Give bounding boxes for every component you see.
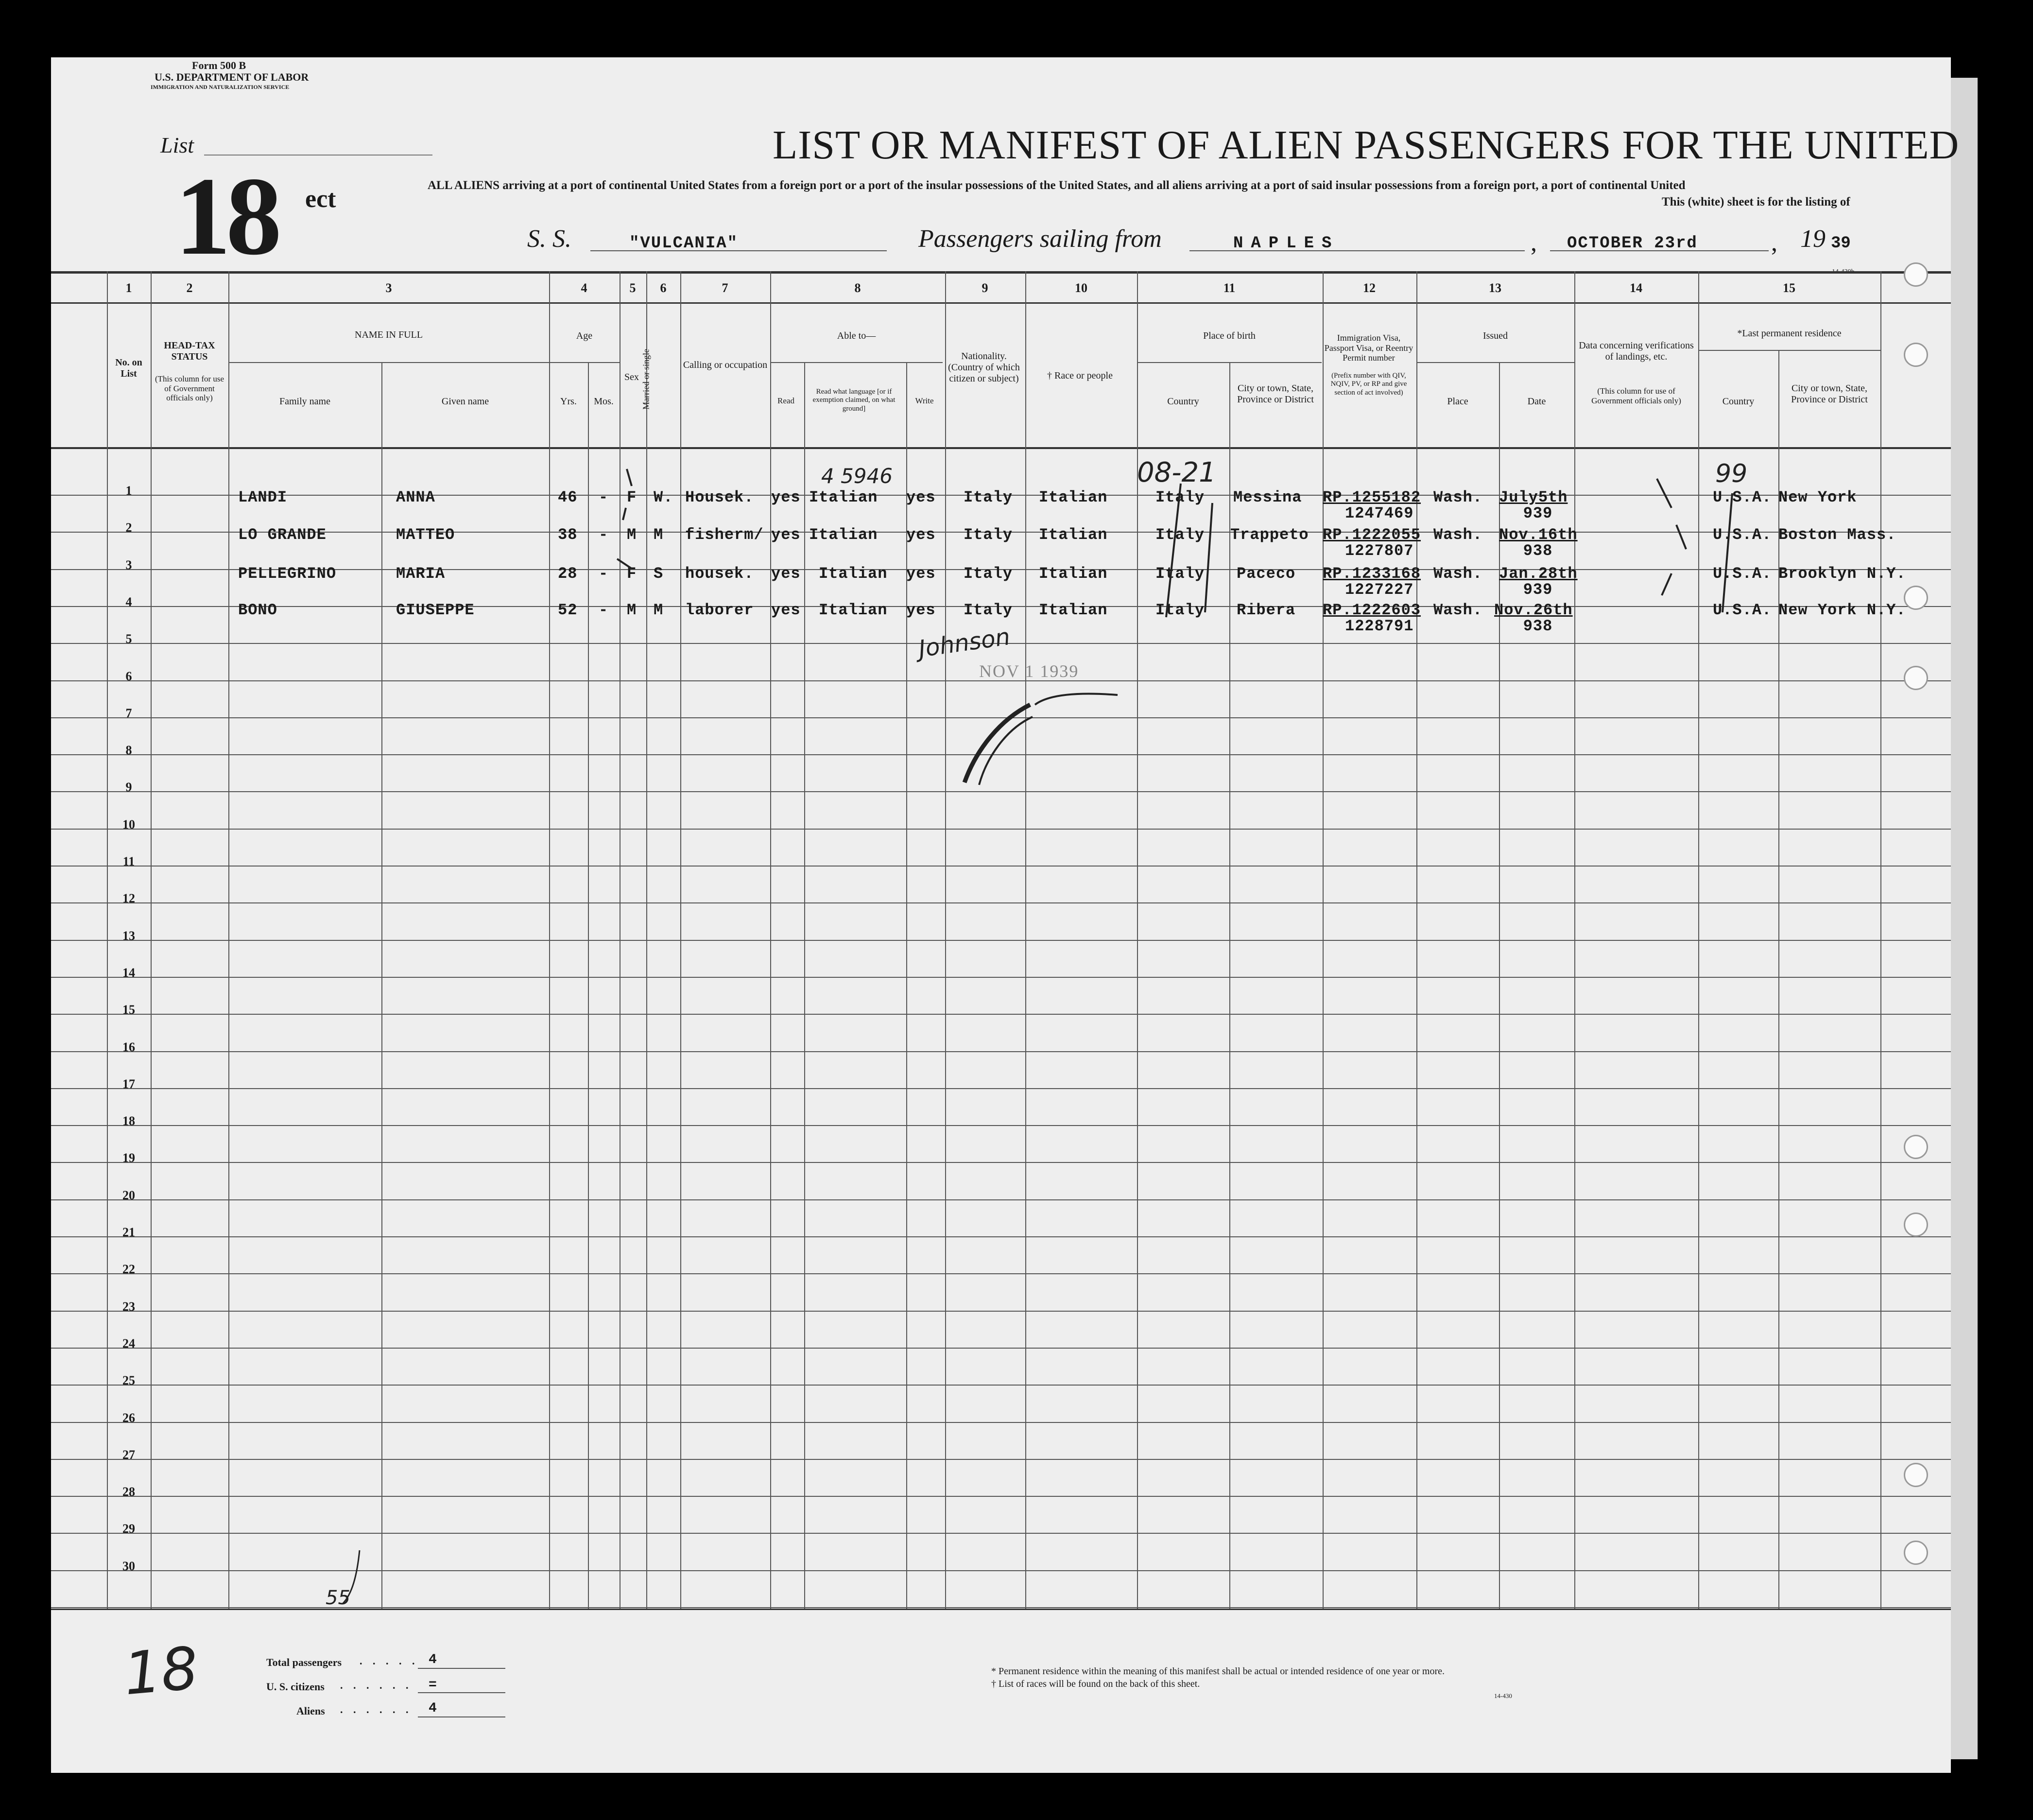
- age-months: -: [599, 565, 609, 583]
- sex: F: [627, 488, 637, 506]
- comma-1: ,: [1531, 229, 1537, 257]
- column-number: 2: [186, 281, 193, 295]
- manifest-title: LIST OR MANIFEST OF ALIEN PASSENGERS FOR THE UNITED: [773, 122, 1960, 168]
- age-months: -: [599, 526, 609, 544]
- race: Italian: [1039, 526, 1108, 544]
- issue-place: Wash.: [1433, 488, 1483, 506]
- sex: M: [627, 601, 637, 619]
- us-citizens-value: =: [429, 1678, 438, 1693]
- header-write: Write: [915, 396, 934, 405]
- can-write: yes: [906, 488, 936, 506]
- sex: M: [627, 526, 637, 544]
- column-number: 10: [1075, 281, 1087, 295]
- list-stamp: 18: [175, 154, 277, 278]
- header-visa: Immigration Visa, Passport Visa, or Reentry Permit number: [1324, 333, 1413, 363]
- marital-status: W.: [654, 488, 673, 506]
- header-given-name: Given name: [441, 396, 489, 407]
- header-res-country: Country: [1722, 396, 1755, 407]
- department: U.S. DEPARTMENT OF LABOR: [155, 71, 309, 83]
- binder-hole: [1904, 666, 1928, 690]
- birth-city: Messina: [1233, 488, 1302, 506]
- header-visa-note: (Prefix number with QIV, NQIV, PV, or RP and give section of act involved): [1330, 372, 1407, 397]
- line-number: 7: [125, 706, 132, 720]
- binder-hole: [1904, 1135, 1928, 1159]
- tick-mark: [627, 469, 632, 486]
- tick-mark: [623, 508, 626, 520]
- line-number: 26: [122, 1411, 135, 1425]
- binder-hole: [1904, 1213, 1928, 1237]
- line-number: 28: [122, 1485, 135, 1499]
- header-able-to: Able to—: [837, 330, 876, 341]
- total-passengers-label: Total passengers: [266, 1656, 342, 1668]
- header-issued-date: Date: [1527, 396, 1546, 407]
- manifest-subtitle: ALL ALIENS arriving at a port of continental United States from a foreign port or a port of the insular possessions of the United States, and all aliens arriving at a port of said insular possessions from a foreign port, a port of continental United: [428, 179, 1686, 192]
- line-number: 6: [125, 669, 132, 683]
- header-family-name: Family name: [279, 396, 330, 407]
- marital-status: M: [654, 601, 664, 619]
- visa-number: RP.1255182: [1323, 488, 1421, 506]
- race: Italian: [1039, 565, 1108, 583]
- family-name: PELLEGRINO: [238, 565, 337, 583]
- visa-number: RP.1222055: [1323, 526, 1421, 544]
- total-passengers-line: [418, 1668, 505, 1669]
- line-number: 4: [125, 595, 132, 609]
- visa-number: RP.1233168: [1323, 565, 1421, 583]
- line-number: 17: [122, 1077, 135, 1091]
- manifest-subtitle-2: This (white) sheet is for the listing of: [1662, 195, 1850, 208]
- list-stamp-suffix: ect: [305, 185, 336, 213]
- check-line: [1205, 503, 1212, 612]
- marital-status: M: [654, 526, 664, 544]
- visa-number-2: 1228791: [1345, 617, 1414, 635]
- occupation: fisherm/: [685, 526, 764, 544]
- year-prefix: 19: [1800, 225, 1826, 253]
- line-number: 13: [122, 929, 135, 943]
- header-calling: Calling or occupation: [683, 360, 768, 370]
- line-number: 19: [122, 1151, 135, 1165]
- column-number: 15: [1783, 281, 1795, 295]
- line-number: 16: [122, 1040, 135, 1054]
- header-data-landings: Data concerning verifications of landings, etc.: [1579, 340, 1694, 362]
- aliens-value: 4: [429, 1701, 438, 1716]
- line-number: 23: [122, 1300, 135, 1314]
- line-number: 2: [125, 520, 132, 535]
- issue-date-2: 938: [1523, 542, 1553, 560]
- total-passengers-value: 4: [429, 1652, 438, 1667]
- verify-mark: [1662, 573, 1671, 595]
- line-number: 10: [122, 817, 135, 832]
- footnote-races: † List of races will be found on the back of this sheet.: [991, 1679, 1200, 1689]
- sailing-label: Passengers sailing from: [918, 225, 1162, 253]
- line-number: 5: [125, 632, 132, 646]
- ship-name: "VULCANIA": [629, 234, 739, 253]
- header-issued: Issued: [1482, 330, 1508, 341]
- port-name: NAPLES: [1233, 234, 1340, 253]
- ss-label: S. S.: [527, 225, 571, 253]
- language: Italian: [819, 601, 888, 619]
- form-code: 14-430: [1494, 1692, 1512, 1699]
- header-mos: Mos.: [594, 396, 614, 407]
- header-head-tax: HEAD-TAX STATUS: [164, 340, 215, 362]
- can-read: yes: [771, 565, 801, 583]
- given-name: MATTEO: [396, 526, 455, 544]
- header-data-note: (This column for use of Government officials only): [1591, 386, 1681, 405]
- binder-hole: [1904, 343, 1928, 367]
- can-write: yes: [906, 565, 936, 583]
- line-number: 24: [122, 1336, 135, 1351]
- check-line: [1723, 493, 1732, 612]
- race: Italian: [1039, 601, 1108, 619]
- marital-status: S: [654, 565, 664, 583]
- issue-date: Nov.26th: [1494, 601, 1573, 619]
- column-number: 7: [722, 281, 728, 295]
- occupation: laborer: [685, 601, 754, 619]
- line-number: 14: [122, 966, 135, 980]
- birth-country: Italy: [1155, 488, 1205, 506]
- header-birth-city: City or town, State, Province or District: [1237, 383, 1314, 405]
- issue-place: Wash.: [1433, 601, 1483, 619]
- header-res-city: City or town, State, Province or District: [1791, 383, 1868, 405]
- header-read-what: Read what language [or if exemption claimed, on what ground]: [812, 388, 896, 413]
- header-place-of-birth: Place of birth: [1203, 330, 1256, 341]
- nationality: Italy: [964, 565, 1013, 583]
- line-number: 8: [125, 743, 132, 757]
- occupation: Housek.: [685, 488, 754, 506]
- binder-hole: [1904, 586, 1928, 610]
- line-number: 22: [122, 1262, 135, 1276]
- header-nationality: Nationality. (Country of which citizen or subject): [948, 351, 1020, 384]
- line-number: 30: [122, 1559, 135, 1573]
- handwritten-res-code: 99: [1715, 459, 1748, 488]
- given-name: GIUSEPPE: [396, 601, 475, 619]
- comma-2: ,: [1771, 229, 1777, 257]
- birth-country: Italy: [1155, 526, 1205, 544]
- issue-date: July5th: [1499, 488, 1568, 506]
- residence-country: U.S.A.: [1713, 526, 1772, 544]
- column-number: 14: [1630, 281, 1642, 295]
- race: Italian: [1039, 488, 1108, 506]
- birth-city: Paceco: [1237, 565, 1296, 583]
- column-number: 11: [1223, 281, 1236, 295]
- nationality: Italy: [964, 488, 1013, 506]
- total-dots-2: . . . . . .: [340, 1679, 413, 1691]
- given-name: MARIA: [396, 565, 446, 583]
- line-number: 20: [122, 1188, 135, 1202]
- aliens-label: Aliens: [296, 1705, 325, 1717]
- residence-city: Brooklyn N.Y.: [1778, 565, 1906, 583]
- visa-number-2: 1227227: [1345, 581, 1414, 599]
- age-months: -: [599, 488, 609, 506]
- binder-hole: [1904, 262, 1928, 287]
- given-name: ANNA: [396, 488, 435, 506]
- verify-mark: [1676, 525, 1686, 549]
- visa-number-2: 1247469: [1345, 504, 1414, 522]
- header-yrs: Yrs.: [560, 396, 577, 407]
- form-number: Form 500 B: [192, 59, 246, 71]
- residence-country: U.S.A.: [1713, 601, 1772, 619]
- list-label: List: [160, 133, 194, 157]
- line-number: 3: [125, 558, 132, 572]
- family-name: LO GRANDE: [238, 526, 327, 544]
- header-name-in-full: NAME IN FULL: [355, 329, 423, 340]
- sex: F: [627, 565, 637, 583]
- header-issued-place: Place: [1447, 396, 1468, 407]
- year-suffix: 39: [1831, 234, 1851, 253]
- received-stamp: NOV 1 1939: [979, 661, 1079, 681]
- line-number: 25: [122, 1373, 135, 1387]
- binder-hole: [1904, 1541, 1928, 1565]
- column-number: 5: [629, 281, 636, 295]
- line-number: 21: [122, 1225, 135, 1239]
- age-years: 38: [558, 526, 578, 544]
- header-sex: Sex: [624, 372, 639, 382]
- column-number: 4: [581, 281, 587, 295]
- pen-stroke: [343, 1550, 360, 1604]
- can-write: yes: [906, 601, 936, 619]
- verify-mark: [1657, 479, 1671, 508]
- can-write: yes: [906, 526, 936, 544]
- line-number: 29: [122, 1522, 135, 1536]
- can-read: yes: [771, 601, 801, 619]
- header-last-residence: *Last permanent residence: [1737, 328, 1842, 339]
- check-line: [1166, 484, 1181, 617]
- age-years: 52: [558, 601, 578, 619]
- aliens-line: [418, 1716, 505, 1717]
- service: IMMIGRATION AND NATURALIZATION SERVICE: [151, 84, 290, 90]
- residence-city: New York N.Y.: [1778, 601, 1906, 619]
- column-number: 6: [660, 281, 667, 295]
- line-number: 1: [125, 484, 132, 498]
- footnote-residence: * Permanent residence within the meaning of this manifest shall be actual or intended residence of one year or more.: [991, 1666, 1445, 1677]
- birth-city: Ribera: [1237, 601, 1296, 619]
- can-read: yes: [771, 488, 801, 506]
- header-no-on-list: No. on List: [115, 357, 142, 379]
- residence-country: U.S.A.: [1713, 565, 1772, 583]
- binder-hole: [1904, 1463, 1928, 1487]
- issue-date-2: 938: [1523, 617, 1553, 635]
- header-married: Married or single: [641, 348, 651, 410]
- issue-date: Nov.16th: [1499, 526, 1578, 544]
- column-number: 12: [1363, 281, 1376, 295]
- line-number: 18: [122, 1114, 135, 1128]
- handwritten-signature: Johnson: [917, 623, 1012, 663]
- handwritten-page-mark: 55: [326, 1587, 350, 1609]
- language: Italian: [809, 488, 878, 506]
- pen-stroke: [979, 717, 1033, 785]
- language: Italian: [809, 526, 878, 544]
- residence-city: New York: [1778, 488, 1857, 506]
- column-number: 1: [125, 281, 132, 295]
- header-age: Age: [576, 330, 593, 341]
- handwritten-margin-number: 18: [121, 1634, 201, 1709]
- issue-date: Jan.28th: [1499, 565, 1578, 583]
- can-read: yes: [771, 526, 801, 544]
- header-read: Read: [777, 396, 794, 405]
- column-number: 3: [385, 281, 392, 295]
- language: Italian: [819, 565, 888, 583]
- residence-city: Boston Mass.: [1778, 526, 1896, 544]
- age-years: 46: [558, 488, 578, 506]
- issue-place: Wash.: [1433, 526, 1483, 544]
- nationality: Italy: [964, 601, 1013, 619]
- birth-country: Italy: [1155, 601, 1205, 619]
- pen-stroke: [965, 705, 1030, 782]
- family-name: LANDI: [238, 488, 288, 506]
- line-number: 27: [122, 1448, 135, 1462]
- issue-place: Wash.: [1433, 565, 1483, 583]
- column-number: 13: [1489, 281, 1501, 295]
- birth-city: Trappeto: [1230, 526, 1309, 544]
- header-head-tax-note: (This column for use of Government officials only): [155, 374, 224, 403]
- nationality: Italy: [964, 526, 1013, 544]
- birth-country: Italy: [1155, 565, 1205, 583]
- header-birth-country: Country: [1167, 396, 1199, 407]
- visa-number-2: 1227807: [1345, 542, 1414, 560]
- line-number: 9: [125, 780, 132, 794]
- residence-country: U.S.A.: [1713, 488, 1772, 506]
- age-months: -: [599, 601, 609, 619]
- column-number: 9: [982, 281, 988, 295]
- column-number: 8: [854, 281, 861, 295]
- line-number: 15: [122, 1003, 135, 1017]
- line-number: 12: [122, 891, 135, 905]
- family-name: BONO: [238, 601, 277, 619]
- issue-date-2: 939: [1523, 504, 1553, 522]
- us-citizens-label: U. S. citizens: [266, 1681, 325, 1693]
- total-dots-3: . . . . . .: [340, 1703, 413, 1716]
- age-years: 28: [558, 565, 578, 583]
- sailing-date: OCTOBER 23rd: [1567, 234, 1698, 253]
- line-number: 11: [122, 854, 135, 868]
- visa-number: RP.1222603: [1323, 601, 1421, 619]
- pen-stroke: [1035, 694, 1118, 705]
- handwritten-birth-code: 08-21: [1137, 457, 1216, 488]
- tick-mark: [617, 559, 632, 569]
- occupation: housek.: [685, 565, 754, 583]
- header-race: † Race or people: [1047, 370, 1113, 381]
- form-code-top: 14-430b: [1832, 268, 1855, 276]
- total-dots-1: . . . . .: [360, 1655, 419, 1667]
- issue-date-2: 939: [1523, 581, 1553, 599]
- handwritten-read-code: 4 5946: [821, 464, 893, 488]
